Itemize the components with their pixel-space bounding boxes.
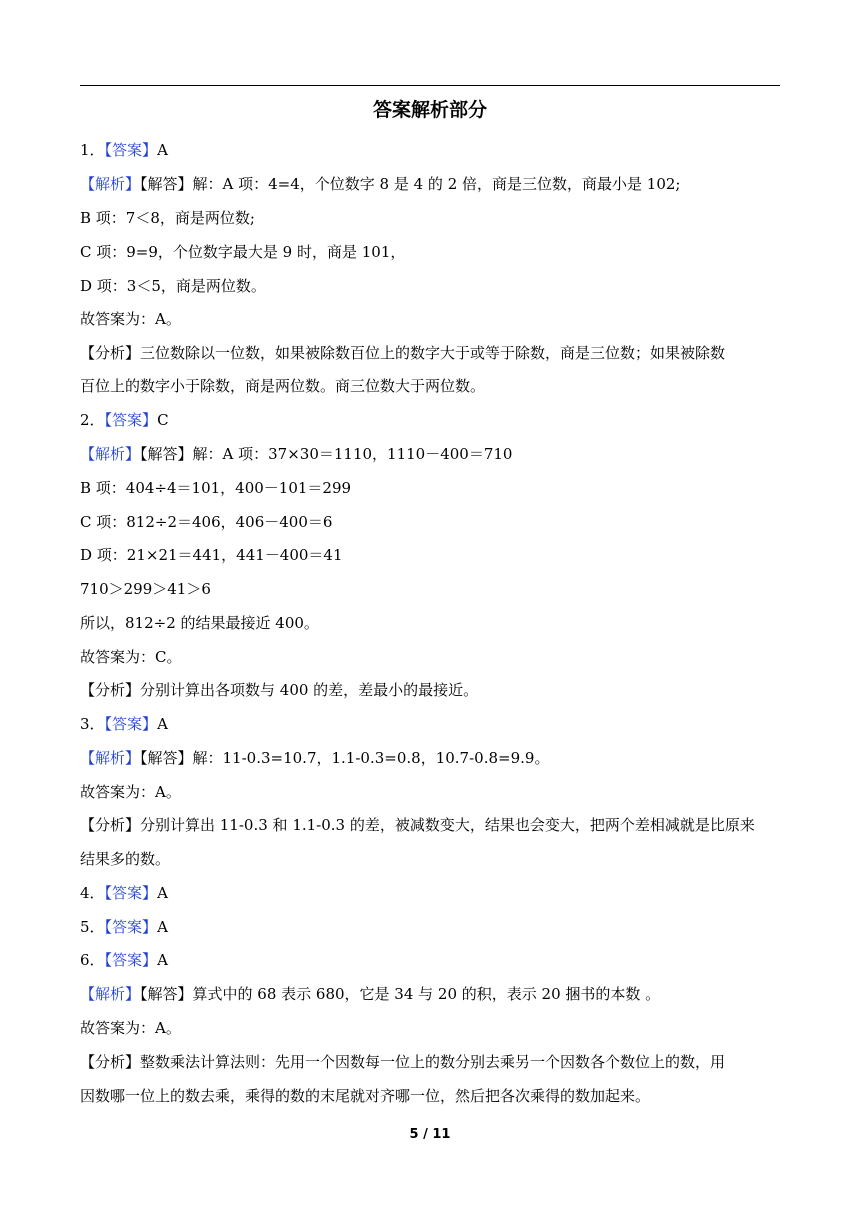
line-text: 故答案为：A。 xyxy=(80,310,181,328)
section-tag: 【答案】 xyxy=(104,951,158,969)
line-text: 百位上的数字小于除数，商是两位数。商三位数大于两位数。 xyxy=(80,377,486,395)
line-text: B 项：404÷4＝101，400－101＝299 xyxy=(80,479,352,497)
page-title: 答案解析部分 xyxy=(372,99,487,121)
line-text: 1． xyxy=(80,141,105,159)
text-line xyxy=(80,1086,780,1106)
line-text: 4． xyxy=(80,884,105,902)
text-line xyxy=(80,613,780,633)
line-text: 【解答】解：11-0.3=10.7，1.1-0.3=0.8，10.7-0.8=9.9。 xyxy=(140,749,550,767)
text-line xyxy=(80,1052,780,1072)
text-line xyxy=(80,545,780,565)
line-text: 3． xyxy=(80,715,105,733)
section-tag: 【解析】 xyxy=(80,175,141,193)
text-line xyxy=(80,276,780,296)
text-line xyxy=(80,984,780,1004)
line-text: 故答案为：A。 xyxy=(80,1019,181,1037)
text-line xyxy=(80,815,780,835)
line-text: 2． xyxy=(80,411,105,429)
text-line xyxy=(80,714,780,734)
line-text: A xyxy=(157,141,168,159)
section-tag: 【答案】 xyxy=(104,141,158,159)
text-line xyxy=(80,950,780,970)
section-tag: 【答案】 xyxy=(104,918,158,936)
line-text: B 项：7＜8，商是两位数; xyxy=(80,209,255,227)
text-line xyxy=(80,680,780,700)
text-line xyxy=(80,478,780,498)
text-line xyxy=(80,309,780,329)
line-text: A xyxy=(157,918,168,936)
line-text: 所以，812÷2 的结果最接近 400。 xyxy=(80,614,319,632)
section-tag: 【答案】 xyxy=(104,884,158,902)
line-text: 结果多的数。 xyxy=(80,850,171,868)
line-text: 因数哪一位上的数去乘，乘得的数的末尾就对齐哪一位，然后把各次乘得的数加起来。 xyxy=(80,1087,651,1105)
line-text: 【分析】三位数除以一位数，如果被除数百位上的数字大于或等于除数，商是三位数；如果被除数 xyxy=(80,344,726,362)
text-line xyxy=(80,208,780,228)
text-line xyxy=(80,140,780,160)
page-number: 5 / 11 xyxy=(409,1127,451,1142)
header-rule xyxy=(80,85,780,86)
text-line xyxy=(80,410,780,430)
section-tag: 【解析】 xyxy=(80,749,141,767)
text-line xyxy=(80,376,780,396)
line-text: 【解答】解：A 项：37×30＝1110，1110－400＝710 xyxy=(140,445,513,463)
text-line xyxy=(80,647,780,667)
line-text: A xyxy=(157,715,168,733)
line-text: 故答案为：C。 xyxy=(80,648,182,666)
text-line xyxy=(80,343,780,363)
line-text: 6． xyxy=(80,951,105,969)
line-text: 【分析】分别计算出 11-0.3 和 1.1-0.3 的差，被减数变大，结果也会变大，把两个差相减就是比原来 xyxy=(80,816,755,834)
text-line xyxy=(80,444,780,464)
text-line xyxy=(80,579,780,599)
section-tag: 【解析】 xyxy=(80,985,141,1003)
line-text: A xyxy=(157,951,168,969)
line-text: C 项：9=9，个位数字最大是 9 时，商是 101， xyxy=(80,243,406,261)
line-text: D 项：21×21＝441，441－400＝41 xyxy=(80,546,343,564)
section-tag: 【解析】 xyxy=(80,445,141,463)
line-text: 【解答】算式中的 68 表示 680，它是 34 与 20 的积，表示 20 捆书的本数 。 xyxy=(140,985,661,1003)
line-text: A xyxy=(157,884,168,902)
section-tag: 【答案】 xyxy=(104,715,158,733)
line-text: 故答案为：A。 xyxy=(80,783,181,801)
line-text: 【解答】解：A 项：4=4，个位数字 8 是 4 的 2 倍，商是三位数，商最小是 102; xyxy=(140,175,681,193)
line-text: C xyxy=(157,411,169,429)
text-line xyxy=(80,174,780,194)
text-line xyxy=(80,748,780,768)
line-text: 【分析】分别计算出各项数与 400 的差，差最小的最接近。 xyxy=(80,681,479,699)
line-text: 5． xyxy=(80,918,105,936)
text-line xyxy=(80,883,780,903)
line-text: 710＞299＞41＞6 xyxy=(80,580,211,598)
text-line xyxy=(80,782,780,802)
section-tag: 【答案】 xyxy=(104,411,158,429)
text-line xyxy=(80,242,780,262)
text-line xyxy=(80,512,780,532)
text-line xyxy=(80,917,780,937)
text-line xyxy=(80,849,780,869)
line-text: 【分析】整数乘法计算法则：先用一个因数每一位上的数分别去乘另一个因数各个数位上的数，用 xyxy=(80,1053,726,1071)
line-text: D 项：3＜5，商是两位数。 xyxy=(80,277,266,295)
line-text: C 项：812÷2＝406，406－400＝6 xyxy=(80,513,333,531)
text-line xyxy=(80,1018,780,1038)
